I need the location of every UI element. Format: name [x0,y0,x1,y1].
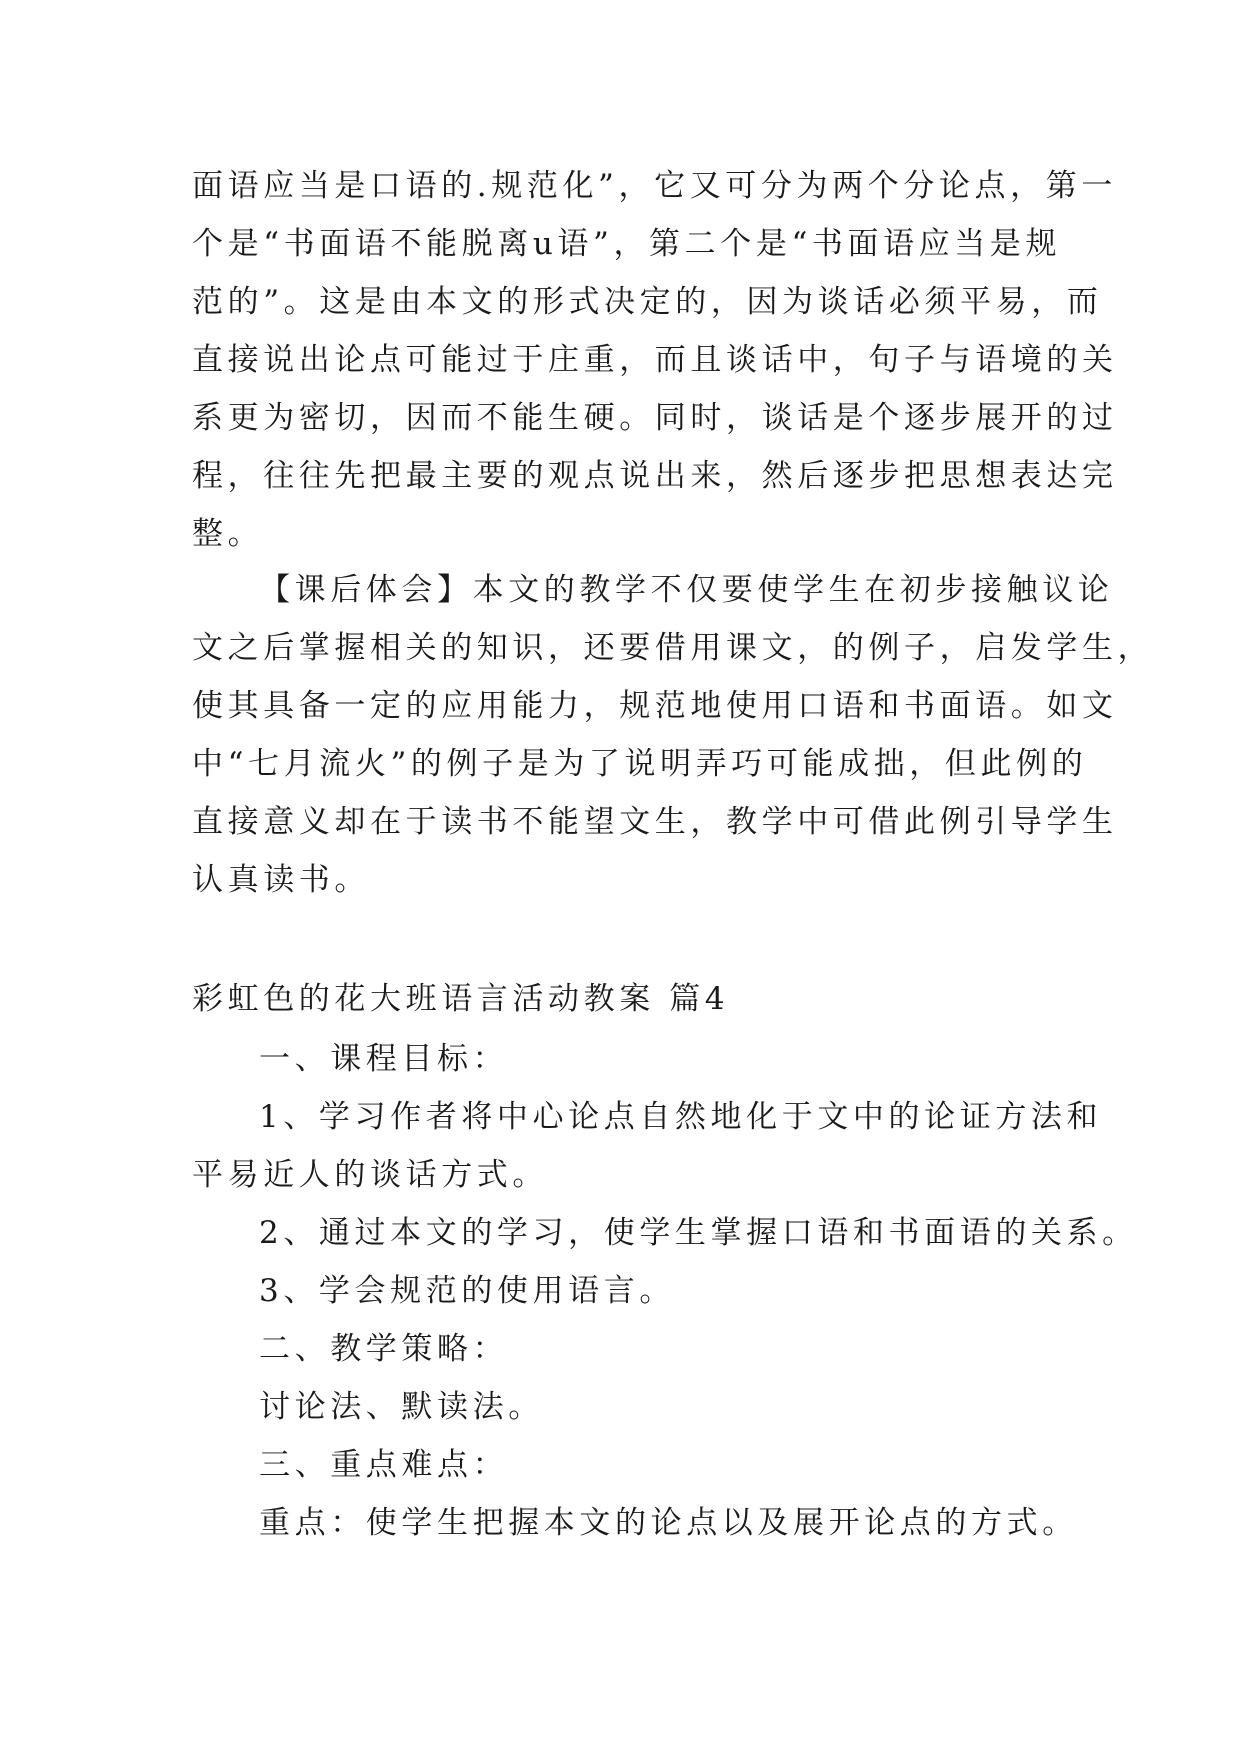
key-point-text: 重点：使学生把握本文的论点以及展开论点的方式。 [259,1505,1078,1541]
list-item: 2、通过本文的学习，使学生掌握口语和书面语的关系。 [259,1215,1138,1251]
strategy-text: 讨论法、默读法。 [259,1389,544,1425]
text-line: 中“七月流火”的例子是为了说明弄巧可能成拙，但此例的 [192,746,1088,782]
list-item-continued: 平易近人的谈话方式。 [192,1157,548,1193]
text-line: 直接说出论点可能过于庄重，而且谈话中，句子与语境的关 [192,342,1118,378]
text-line: 个是“书面语不能脱离u语”，第二个是“书面语应当是规 [192,226,1062,262]
text-line: 使其具备一定的应用能力，规范地使用口语和书面语。如文 [192,688,1118,724]
text-line: 文之后掌握相关的知识，还要借用课文，的例子，启发学生， [192,630,1154,666]
list-item: 3、学会规范的使用语言。 [259,1273,675,1309]
heading-course-goals: 一、课程目标： [259,1041,509,1077]
text-line: 【课后体会】本文的教学不仅要使学生在初步接触议论 [259,572,1114,608]
text-line: 认真读书。 [192,862,370,898]
lesson-plan-body [192,1030,1138,1552]
text-line: 直接意义却在于读书不能望文生，教学中可借此例引导学生 [192,804,1118,840]
heading-key-points: 三、重点难点： [259,1447,509,1483]
text-line: 整。 [192,516,264,552]
text-line: 范的”。这是由本文的形式决定的，因为谈话必须平易，而 [192,284,1103,320]
section-title: 彩虹色的花大班语言活动教案 篇4 [192,981,730,1017]
text-line: 系更为密切，因而不能生硬。同时，谈话是个逐步展开的过 [192,400,1118,436]
paragraph-reflection [192,561,1154,909]
text-line: 程，往往先把最主要的观点说出来，然后逐步把思想表达完 [192,458,1118,494]
section-heading [192,970,1072,1028]
heading-teaching-strategy: 二、教学策略： [259,1331,509,1367]
list-item: 1、学习作者将中心论点自然地化于文中的论证方法和 [259,1099,1103,1135]
paragraph-continued [192,157,1118,563]
text-line: 面语应当是口语的.规范化”，它又可分为两个分论点，第一 [192,168,1117,204]
